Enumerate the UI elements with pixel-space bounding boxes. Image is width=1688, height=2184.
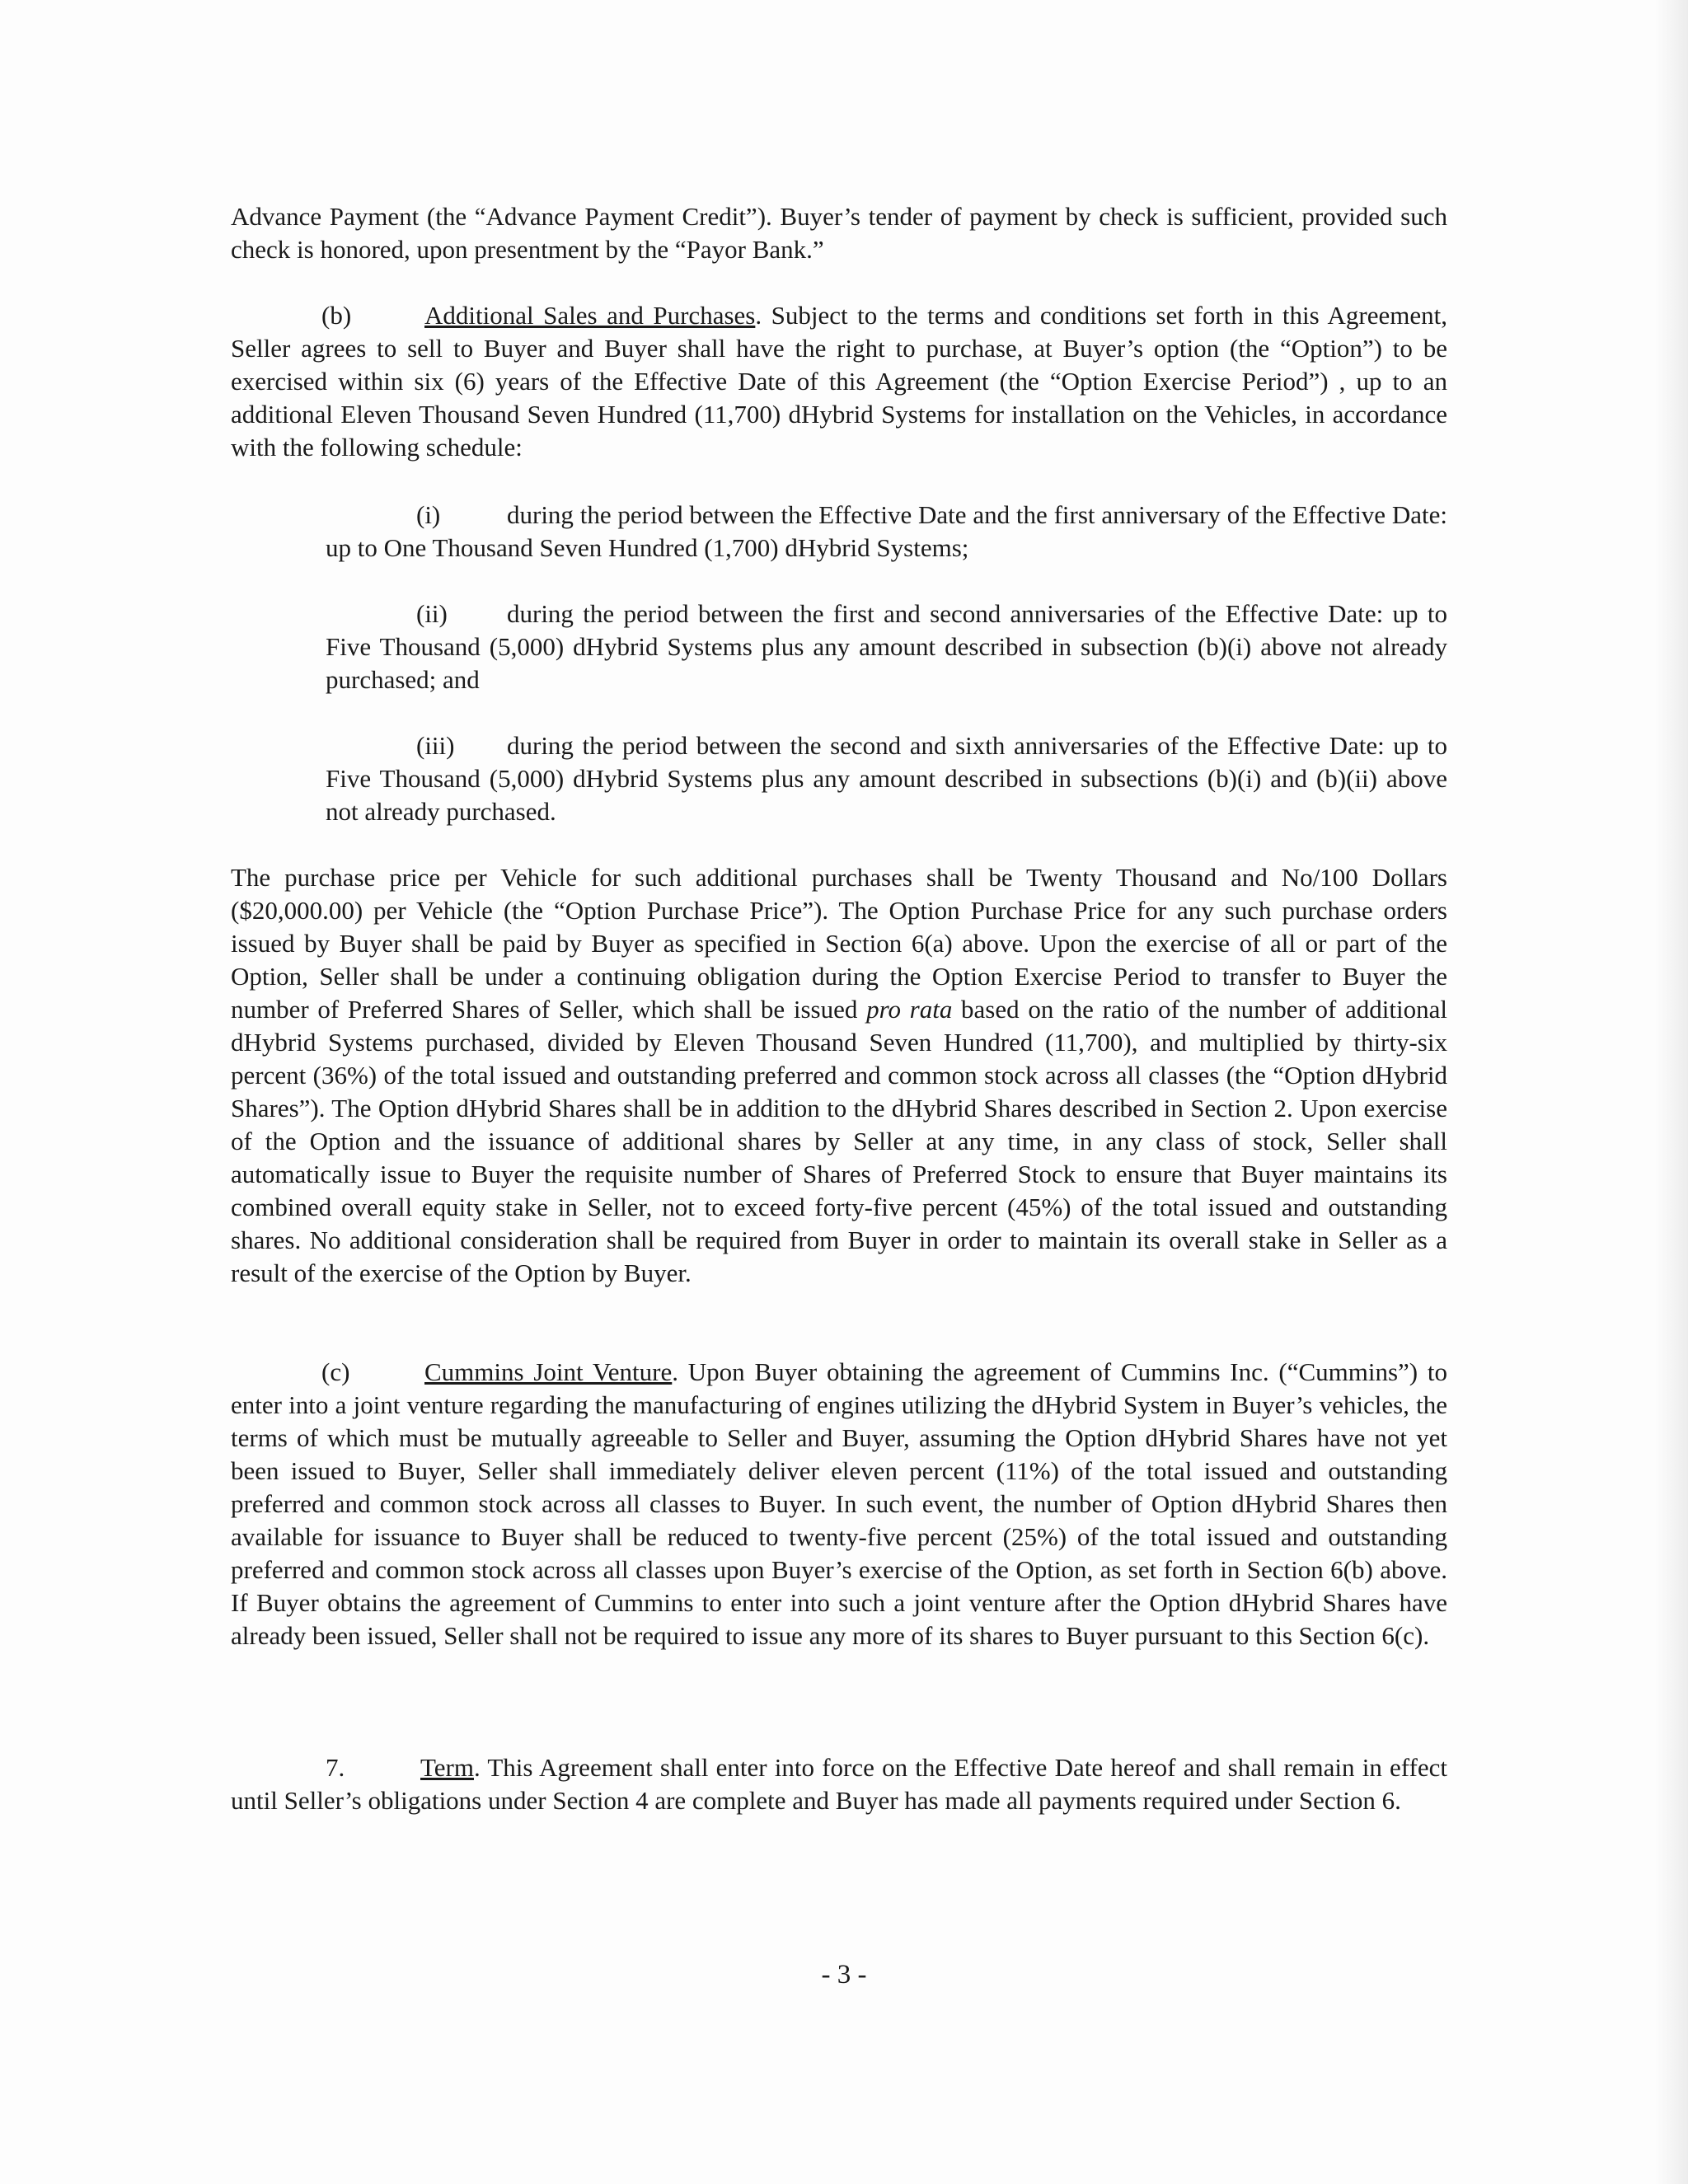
section-b-paragraph: [231, 299, 1447, 464]
pro-rata-term: pro rata: [866, 995, 953, 1024]
section-7-heading: Term: [420, 1753, 474, 1782]
schedule-item-i: [326, 499, 1447, 565]
section-c-paragraph: [231, 1356, 1447, 1652]
section-c-heading: Cummins Joint Venture: [424, 1357, 673, 1386]
schedule-item-ii-number: (ii): [416, 599, 448, 628]
schedule-item-ii: [326, 598, 1447, 696]
section-c-text: . Upon Buyer obtaining the agreement of Cummins Inc. (“Cummins”) to enter into a joint venture regarding the manufacturing of engines utilizing the dHybrid System in Buyer’s vehicles, the terms of which must be mutually agreeable to Seller and Buyer, assuming the Option dHybrid Shares have not yet been issued to Buyer, Seller shall immediately deliver eleven percent (11%) of the total issued and outstanding preferred and common stock across all classes to Buyer. In such event, the number of Option dHybrid Shares then available for issuance to Buyer shall be reduced to twenty-five percent (25%) of the total issued and outstanding preferred and common stock across all classes upon Buyer’s exercise of the Option, as set forth in Section 6(b) above. If Buyer obtains the agreement of Cummins to enter into such a joint venture after the Option dHybrid Shares have already been issued, Seller shall not be required to issue any more of its shares to Buyer pursuant to this Section 6(c).: [231, 1357, 1448, 1650]
section-b-number: (b): [321, 301, 352, 330]
continuation-text: Advance Payment (the “Advance Payment Credit”). Buyer’s tender of payment by check is sufficient, provided such check is honored, upon presentment by the “Payor Bank.”: [231, 202, 1447, 264]
purchase-price-text-1: The purchase price per Vehicle for such additional purchases shall be Twenty Thousand and No/100 Dollars ($20,000.00) per Vehicle (the “Option Purchase Price”). The Option Purchase Price for any such purchase orders issued by Buyer shall be paid by Buyer as specified in Section 6(a) above. Upon the exercise of all or part of the Option, Seller shall be under a continuing obligation during the Option Exercise Period to transfer to Buyer the number of Preferred Shares of Seller, which shall be issued: [231, 863, 1447, 1024]
section-c-number: (c): [321, 1357, 350, 1386]
schedule-item-iii-text: during the period between the second and sixth anniversaries of the Effective Date: up to Five Thousand (5,000) dHybrid Systems plus any amount described in subsections (b)(i) and (b)(ii) above not already purchased.: [326, 731, 1447, 826]
section-b-heading: Additional Sales and Purchases: [424, 301, 756, 330]
scan-edge-shadow: [1655, 0, 1688, 2184]
page-number: - 3 -: [821, 1960, 867, 1990]
section-7-paragraph: [231, 1751, 1447, 1817]
schedule-item-i-text: during the period between the Effective Date and the first anniversary of the Effective Date: up to One Thousand Seven Hundred (1,700) dHybrid Systems;: [326, 500, 1447, 562]
schedule-item-ii-text: during the period between the first and second anniversaries of the Effective Date: up to Five Thousand (5,000) dHybrid Systems plus any amount described in subsection (b)(i) above not already purchased; and: [326, 599, 1447, 694]
purchase-price-text-2: based on the ratio of the number of additional dHybrid Systems purchased, divided by Eleven Thousand Seven Hundred (11,700), and multiplied by thirty-six percent (36%) of the total issued and outstanding preferred and common stock across all classes (the “Option dHybrid Shares”). The Option dHybrid Shares shall be in addition to the dHybrid Shares described in Section 2. Upon exercise of the Option and the issuance of additional shares by Seller at any time, in any class of stock, Seller shall automatically issue to Buyer the requisite number of Shares of Preferred Stock to ensure that Buyer maintains its combined overall equity stake in Seller, not to exceed forty-five percent (45%) of the total issued and outstanding shares. No additional consideration shall be required from Buyer in order to maintain its overall stake in Seller as a result of the exercise of the Option by Buyer.: [231, 995, 1448, 1287]
purchase-price-paragraph: [231, 861, 1447, 1290]
section-7-number: 7.: [326, 1753, 345, 1782]
schedule-item-i-number: (i): [416, 500, 441, 529]
continuation-paragraph: [231, 200, 1447, 266]
schedule-item-iii-number: (iii): [416, 731, 455, 760]
section-7-text: . This Agreement shall enter into force on the Effective Date hereof and shall remain in effect until Seller’s obligations under Section 4 are complete and Buyer has made all payments required under Section 6.: [231, 1753, 1447, 1815]
schedule-item-iii: [326, 729, 1447, 828]
section-b-text: . Subject to the terms and conditions set forth in this Agreement, Seller agrees to sell to Buyer and Buyer shall have the right to purchase, at Buyer’s option (the “Option”) to be exercised within six (6) years of the Effective Date of this Agreement (the “Option Exercise Period”) , up to an additional Eleven Thousand Seven Hundred (11,700) dHybrid Systems for installation on the Vehicles, in accordance with the following schedule:: [231, 301, 1447, 462]
